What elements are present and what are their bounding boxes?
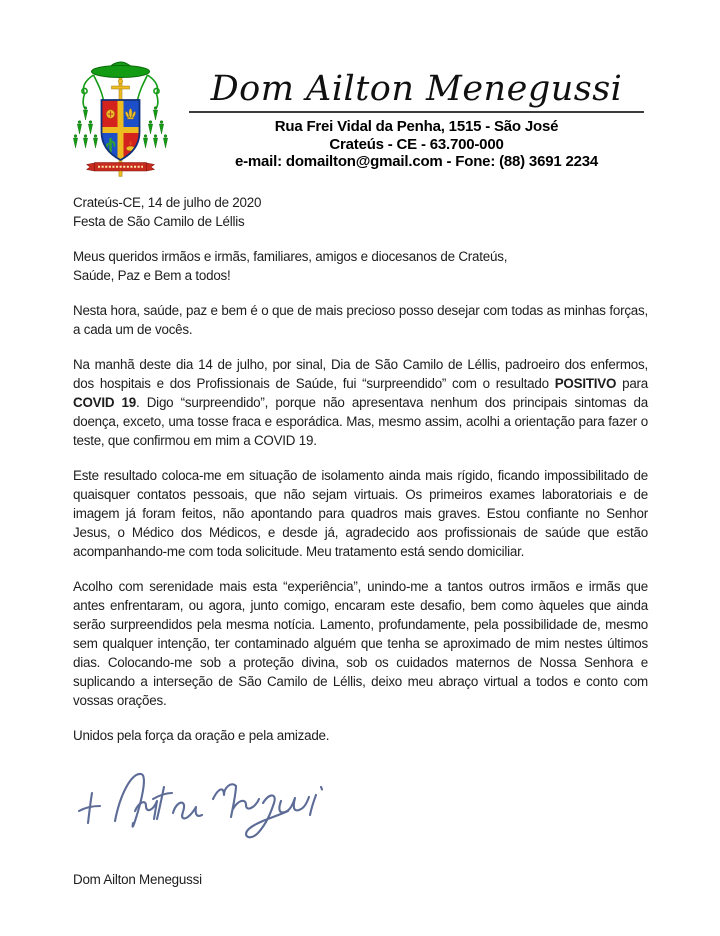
feast-line: Festa de São Camilo de Léllis bbox=[73, 214, 245, 229]
address-line-1: Rua Frei Vidal da Penha, 1515 - São José bbox=[274, 118, 559, 135]
paragraph-1: Nesta hora, saúde, paz e bem é o que de mais precioso posso desejar com todas as minhas forças, a cada um de vocês. bbox=[73, 303, 648, 337]
paragraph-2: Na manhã deste dia 14 de julho, por sinal, Dia de São Camilo de Léllis, padroeiro dos enfermos, dos hospitais e dos Profissionais de Saúde, fui “surpreendido” com o resultado POSITIVO para COVID 19. Digo “surpreendido”, porque não apresentava nenhum dos principais sintomas da doença, exceto, uma tosse fraca e esporádica. Mas, mesmo assim, acolhi a orientação para fazer o teste, que confirmou em mim a COVID 19. bbox=[73, 357, 649, 448]
paragraph-4: Acolho com serenidade mais esta “experiência”, unindo-me a tantos outros irmãos e irmãs que antes enfrentaram, ou agora, junto comigo, encaram este desafio, bem como àqueles que ainda serão surpreendidos pela mesma notícia. Lamento, profundamente, pela possibilidade de, mesmo sem qualquer intenção, ter contaminado alguém que tenha se aproximado de mim nestes últimos dias. Colocando-me sob a proteção divina, sob os cuidados maternos de Nossa Senhora e suplicando a interseção de São Camilo de Léllis, deixo meu abraço virtual a todos e conto com vossas orações. bbox=[73, 579, 648, 708]
signature-icon bbox=[69, 761, 337, 855]
motto-ribbon-icon bbox=[87, 163, 155, 177]
letterhead-text bbox=[183, 60, 650, 171]
address-line-3: e-mail: domailton@gmail.com - Fone: (88) 3691 2234 bbox=[234, 153, 599, 170]
header-rule bbox=[189, 111, 644, 113]
closing-line: Unidos pela força da oração e pela amizade. bbox=[73, 728, 330, 743]
salutation-block bbox=[73, 247, 648, 285]
date-block bbox=[73, 193, 648, 231]
shield-icon bbox=[102, 100, 140, 161]
paragraph-3: Este resultado coloca-me em situação de isolamento ainda mais rígido, ficando impossibilitado de quaisquer contatos pessoais, que não sejam virtuais. Os primeiros exames laboratoriais e de imagem já foram feitos, não apontando para quadros mais graves. Estou confiante no Senhor Jesus, o Médico dos Médicos, e desde já, agradecido aos profissionais de saúde que estão acompanhando-me com toda solicitude. Meu tratamento está sendo domiciliar. bbox=[73, 468, 648, 559]
letterhead bbox=[72, 60, 650, 178]
address-line-2: Crateús - CE - 63.700-000 bbox=[329, 135, 504, 153]
handwritten-signature bbox=[69, 761, 648, 860]
salutation-line-1: Meus queridos irmãos e irmãs, familiares, amigos e diocesanos de Crateús, bbox=[73, 249, 508, 264]
galero-hat-icon bbox=[92, 62, 150, 78]
letter-body bbox=[73, 193, 648, 889]
bishop-name: Dom Ailton Menegussi bbox=[210, 69, 623, 109]
coat-of-arms bbox=[72, 60, 169, 178]
dateline: Crateús-CE, 14 de julho de 2020 bbox=[73, 195, 262, 210]
salutation-line-2: Saúde, Paz e Bem a todos! bbox=[73, 268, 231, 283]
signer-name: Dom Ailton Menegussi bbox=[73, 872, 202, 887]
